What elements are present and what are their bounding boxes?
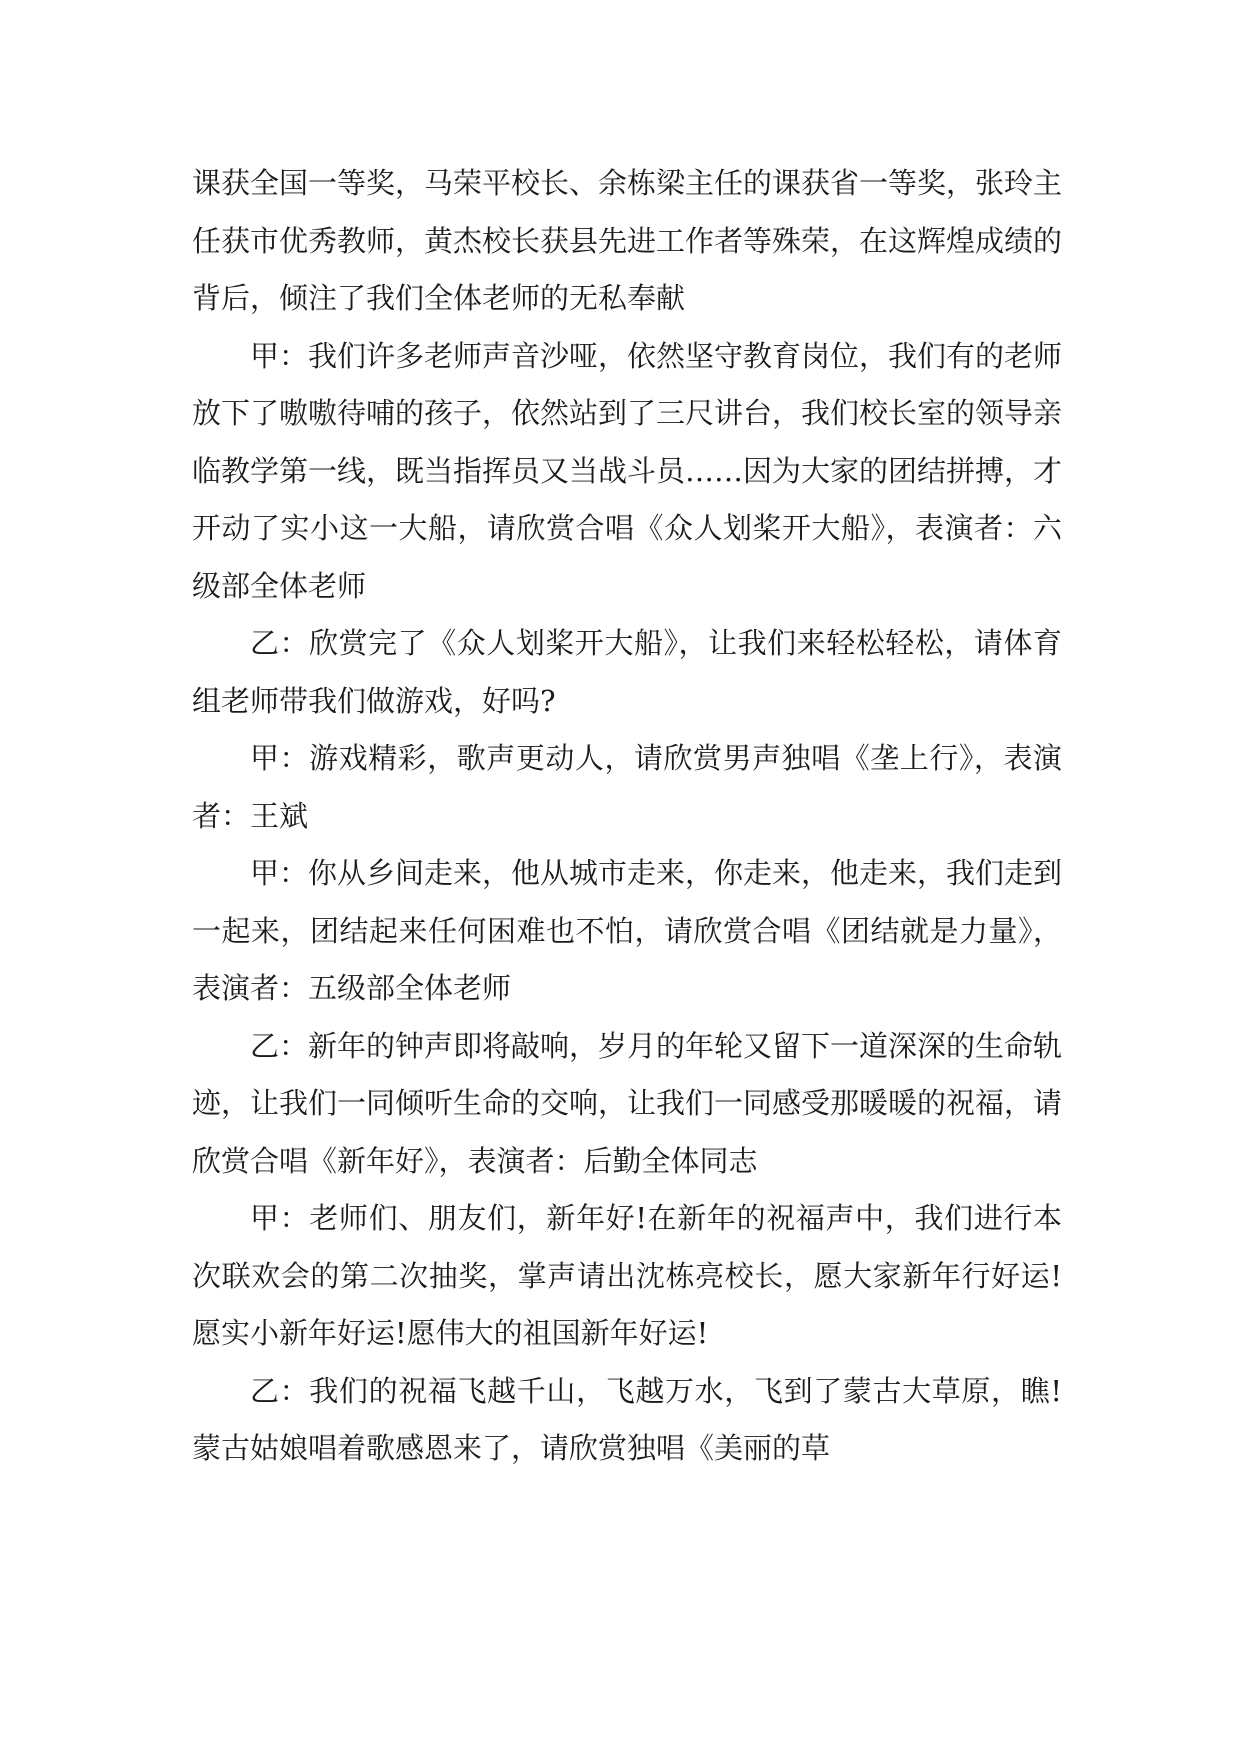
paragraph: 甲：老师们、朋友们，新年好!在新年的祝福声中，我们进行本次联欢会的第二次抽奖，掌声请出沈栋亮校长，愿大家新年行好运!愿实小新年好运!愿伟大的祖国新年好运!	[192, 1201, 1062, 1350]
paragraph-continued: 课获全国一等奖，马荣平校长、余栋梁主任的课获省一等奖，张玲主任获市优秀教师，黄杰校长获县先进工作者等殊荣，在这辉煌成绩的背后，倾注了我们全体老师的无私奉献	[192, 166, 1063, 315]
paragraph: 乙：新年的钟声即将敲响，岁月的年轮又留下一道深深的生命轨迹，让我们一同倾听生命的交响，让我们一同感受那暖暖的祝福，请欣赏合唱《新年好》，表演者：后勤全体同志	[192, 1028, 1063, 1178]
paragraph: 甲：我们许多老师声音沙哑，依然坚守教育岗位，我们有的老师放下了嗷嗷待哺的孩子，依然站到了三尺讲台，我们校长室的领导亲临教学第一线，既当指挥员又当战斗员……因为大家的团结拼搏，才开动了实小这一大船，请欣赏合唱《众人划桨开大船》，表演者：六级部全体老师	[192, 338, 1063, 603]
paragraph: 甲：游戏精彩，歌声更动人，请欣赏男声独唱《垄上行》，表演者：王斌	[192, 741, 1062, 833]
paragraph: 乙：欣赏完了《众人划桨开大船》，让我们来轻松轻松，请体育组老师带我们做游戏，好吗?	[192, 626, 1062, 718]
paragraph: 甲：你从乡间走来，他从城市走来，你走来，他走来，我们走到一起来，团结起来任何困难也不怕，请欣赏合唱《团结就是力量》，表演者：五级部全体老师	[192, 856, 1063, 1005]
document-page	[192, 155, 1062, 1478]
paragraph: 乙：我们的祝福飞越千山，飞越万水，飞到了蒙古大草原，瞧!蒙古姑娘唱着歌感恩来了，请欣赏独唱《美丽的草	[192, 1373, 1062, 1465]
